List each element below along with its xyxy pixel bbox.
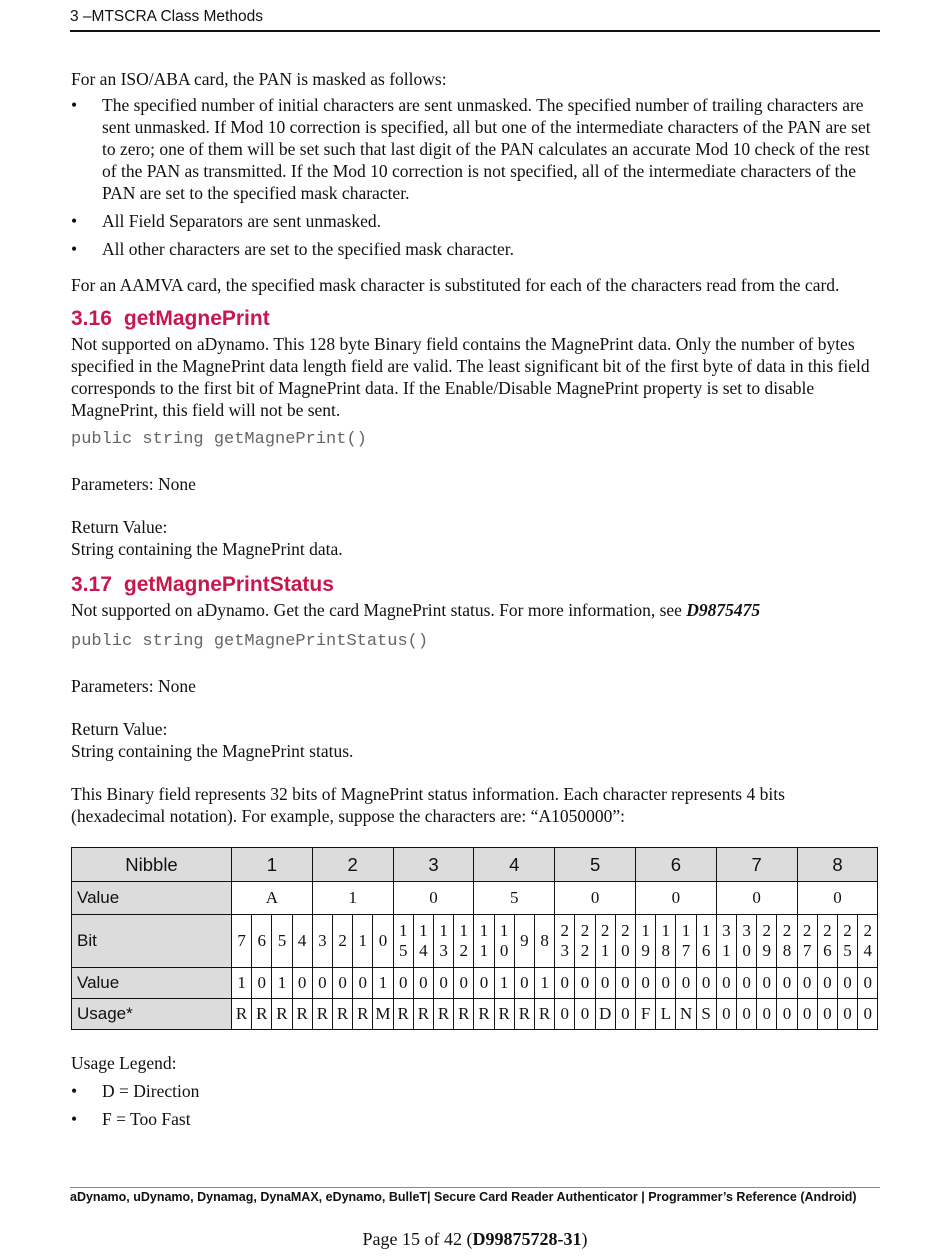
- bit-value: 1: [534, 968, 554, 999]
- header-title: 3 –MTSCRA Class Methods: [70, 8, 263, 25]
- section-3-17-return-label: Return Value:: [71, 719, 168, 739]
- bit-number-digit: 2: [338, 931, 347, 950]
- bit-number-digit: 0: [499, 941, 509, 960]
- bit-number-digit: 2: [762, 921, 771, 940]
- page-number-prefix: Page 15 of 42 (: [362, 1229, 473, 1249]
- bit-usage: R: [454, 999, 474, 1030]
- masking-rule-1: • The specified number of initial characters are sent unmasked. The specified number of trailing characters are sent unmasked. If Mod 10 correction is specified, all but one of the intermediate characters of the PAN are set to zero; one of them will be set such that last digit of the PAN calculates an accurate Mod 10 check of the rest of the PAN as transmitted. If the Mod 10 correction is not specified, all of the intermediate characters of the PAN are set to the specified mask character.: [71, 94, 881, 204]
- section-3-16-parameters: Parameters: None: [71, 474, 196, 494]
- bit-number-cell: [353, 915, 373, 968]
- bit-usage: R: [272, 999, 292, 1030]
- bit-number-digit: 5: [398, 941, 408, 960]
- nibble-value: 0: [635, 882, 716, 915]
- bit-number-digit: 5: [843, 941, 852, 960]
- bit-number-cell: [454, 915, 474, 968]
- bit-number-cell: [232, 915, 252, 968]
- bit-number-digit: 1: [722, 941, 731, 960]
- bit-value: 1: [494, 968, 514, 999]
- bit-number-digit: 7: [681, 941, 691, 960]
- bit-number-digit: 6: [823, 941, 832, 960]
- bit-number-digit: 2: [580, 941, 590, 960]
- section-3-17-description: [71, 599, 881, 621]
- nibble-value: 0: [555, 882, 636, 915]
- document-id: D99875728-31: [472, 1229, 582, 1249]
- section-3-16-return-label: Return Value:: [71, 517, 168, 537]
- bit-value-row: [72, 968, 878, 999]
- bit-value: 0: [575, 968, 595, 999]
- bit-usage: 0: [777, 999, 797, 1030]
- section-3-17-heading: [71, 571, 881, 599]
- bit-label: Bit: [72, 915, 232, 968]
- bit-number-row: [72, 915, 878, 968]
- bit-number-digit: 7: [237, 931, 246, 950]
- section-3-16-title: getMagnePrint: [123, 307, 270, 330]
- bit-number-digit: 8: [782, 941, 792, 960]
- bit-number-digit: 1: [419, 921, 428, 940]
- bit-value: 0: [757, 968, 777, 999]
- bit-usage: M: [373, 999, 393, 1030]
- bit-number-digit: 1: [479, 921, 489, 940]
- nibble-value: 0: [716, 882, 797, 915]
- bit-number-digit: 5: [277, 931, 287, 950]
- bit-usage: 0: [837, 999, 857, 1030]
- bit-number-digit: 0: [378, 931, 388, 950]
- bit-usage: D: [595, 999, 615, 1030]
- nibble-value: 0: [797, 882, 878, 915]
- bit-value: 0: [413, 968, 433, 999]
- bit-number-cell: [635, 915, 655, 968]
- section-3-17-number: 3.17: [71, 573, 112, 596]
- bit-number-cell: [615, 915, 635, 968]
- section-3-16-number: 3.16: [71, 307, 112, 330]
- bit-usage: S: [696, 999, 716, 1030]
- masking-rule-2: • All Field Separators are sent unmasked.: [71, 210, 881, 232]
- footer-divider: [70, 1187, 880, 1188]
- masking-rule-3: • All other characters are set to the specified mask character.: [71, 238, 881, 260]
- bit-usage: R: [332, 999, 352, 1030]
- bit-value: 0: [837, 968, 857, 999]
- bit-number-cell: [837, 915, 857, 968]
- bit-value: 0: [353, 968, 373, 999]
- bit-number-digit: 6: [701, 941, 711, 960]
- bit-usage: 0: [555, 999, 575, 1030]
- bit-value: 0: [656, 968, 676, 999]
- iso-intro-text: For an ISO/ABA card, the PAN is masked as follows:: [71, 69, 447, 89]
- bit-value: 0: [777, 968, 797, 999]
- bit-number-digit: 2: [843, 921, 852, 940]
- bit-number-cell: [696, 915, 716, 968]
- masking-rules-list: [71, 94, 881, 260]
- bit-number-cell: [433, 915, 453, 968]
- bit-number-cell: [514, 915, 534, 968]
- bit-number-digit: 1: [499, 921, 509, 940]
- bit-number-cell: [494, 915, 514, 968]
- bit-number-cell: [656, 915, 676, 968]
- bit-usage: R: [413, 999, 433, 1030]
- usage-legend-item-direction: • D = Direction: [71, 1080, 881, 1102]
- bit-value: 0: [817, 968, 837, 999]
- bit-value: 0: [635, 968, 655, 999]
- bit-number-cell: [332, 915, 352, 968]
- bit-number-digit: 2: [802, 921, 812, 940]
- bit-usage: R: [312, 999, 332, 1030]
- bit-number-cell: [312, 915, 332, 968]
- bit-number-cell: [797, 915, 817, 968]
- bit-number-digit: 0: [742, 941, 751, 960]
- bit-number-digit: 6: [257, 931, 267, 950]
- bit-usage: R: [514, 999, 534, 1030]
- section-3-17-title: getMagnePrintStatus: [123, 573, 334, 596]
- page-header: [70, 6, 880, 32]
- usage-legend-title: Usage Legend:: [71, 1053, 177, 1073]
- usage-legend-item-too-fast: • F = Too Fast: [71, 1108, 881, 1130]
- nibble-number: 2: [312, 848, 393, 882]
- bit-number-digit: 9: [520, 931, 529, 950]
- bit-number-digit: 7: [802, 941, 812, 960]
- bit-number-cell: [716, 915, 736, 968]
- binary-field-text: This Binary field represents 32 bits of MagnePrint status information. Each character represents 4 bits (hexadecimal notation). For example, suppose the characters are: “A1050000”:: [71, 784, 785, 826]
- bit-number-digit: 1: [641, 921, 650, 940]
- bit-usage: R: [292, 999, 312, 1030]
- nibble-value-label: Value: [72, 882, 232, 915]
- bit-usage: R: [353, 999, 373, 1030]
- section-3-17-parameters: Parameters: None: [71, 676, 196, 696]
- nibble-value: 1: [312, 882, 393, 915]
- bit-number-digit: 1: [459, 921, 469, 940]
- bit-value: 1: [232, 968, 252, 999]
- footer-product-label: aDynamo, uDynamo, Dynamag, DynaMAX, eDynamo, BulleT| Secure Card Reader Authenticator | Programmer’s Reference (Android): [70, 1190, 857, 1204]
- bit-number-digit: 1: [600, 941, 610, 960]
- bit-number-digit: 3: [560, 941, 570, 960]
- bit-number-digit: 2: [782, 921, 792, 940]
- usage-legend-list: [71, 1080, 881, 1130]
- bit-value: 1: [272, 968, 292, 999]
- section-3-17-description-text: Not supported on aDynamo. Get the card MagnePrint status. For more information, see: [71, 600, 687, 620]
- bit-value: 0: [858, 968, 878, 999]
- bit-number-cell: [272, 915, 292, 968]
- bit-usage: R: [534, 999, 554, 1030]
- bit-value: 0: [676, 968, 696, 999]
- bit-number-digit: 3: [318, 931, 327, 950]
- bit-number-digit: 2: [560, 921, 570, 940]
- bit-number-digit: 1: [479, 941, 489, 960]
- footer-product-text: [70, 1189, 882, 1205]
- nibble-number: 5: [555, 848, 636, 882]
- nibble-number: 4: [474, 848, 555, 882]
- bit-value: 0: [433, 968, 453, 999]
- nibble-value: A: [232, 882, 313, 915]
- bit-usage: R: [433, 999, 453, 1030]
- bit-number-digit: 1: [439, 921, 448, 940]
- nibble-table: [71, 847, 878, 1030]
- nibble-header-label: Nibble: [72, 848, 232, 882]
- bit-usage: R: [252, 999, 272, 1030]
- bit-value: 0: [454, 968, 474, 999]
- section-3-16-description: Not supported on aDynamo. This 128 byte Binary field contains the MagnePrint data. Only the number of bytes specified in the MagnePrint data length field are valid. The least significant bit of the first byte of data in this field corresponds to the first bit of MagnePrint data. If the Enable/Disable MagnePrint property is set to disable MagnePrint, this field will not be sent.: [71, 334, 870, 420]
- bit-number-cell: [252, 915, 272, 968]
- page-content: [71, 68, 881, 1136]
- bit-number-digit: 8: [661, 941, 671, 960]
- nibble-number: 3: [393, 848, 474, 882]
- bit-number-cell: [534, 915, 554, 968]
- bit-value: 0: [252, 968, 272, 999]
- bit-value: 0: [292, 968, 312, 999]
- bit-number-cell: [858, 915, 878, 968]
- bit-value: 0: [716, 968, 736, 999]
- bit-usage: N: [676, 999, 696, 1030]
- section-3-16-return-text: String containing the MagnePrint data.: [71, 539, 343, 559]
- bit-number-digit: 3: [439, 941, 448, 960]
- usage-label: Usage*: [72, 999, 232, 1030]
- nibble-number: 7: [716, 848, 797, 882]
- bit-number-cell: [736, 915, 756, 968]
- bit-number-cell: [757, 915, 777, 968]
- bit-number-cell: [474, 915, 494, 968]
- get-magneprint-signature: public string getMagnePrint(): [71, 430, 367, 449]
- bit-usage: 0: [757, 999, 777, 1030]
- page-number: [0, 1228, 950, 1250]
- nibble-number: 8: [797, 848, 878, 882]
- bit-value: 0: [332, 968, 352, 999]
- bit-value: 0: [555, 968, 575, 999]
- bit-usage: R: [393, 999, 413, 1030]
- bit-value: 0: [514, 968, 534, 999]
- section-3-17-description-ref: D9875475: [686, 600, 761, 620]
- bit-number-digit: 4: [297, 931, 307, 950]
- bit-number-digit: 2: [863, 921, 872, 940]
- nibble-value: 0: [393, 882, 474, 915]
- bit-value: 0: [393, 968, 413, 999]
- bit-number-cell: [373, 915, 393, 968]
- nibble-header-row: [72, 848, 878, 882]
- bit-number-digit: 8: [540, 931, 549, 950]
- section-3-17-return-text: String containing the MagnePrint status.: [71, 741, 354, 761]
- bit-number-digit: 1: [661, 921, 671, 940]
- bit-number-digit: 1: [398, 921, 408, 940]
- bit-number-digit: 1: [701, 921, 711, 940]
- bit-number-cell: [676, 915, 696, 968]
- bit-value: 0: [595, 968, 615, 999]
- bit-value: 0: [736, 968, 756, 999]
- bit-value: 0: [797, 968, 817, 999]
- bit-value: 1: [373, 968, 393, 999]
- bit-number-cell: [292, 915, 312, 968]
- bit-number-digit: 1: [681, 921, 691, 940]
- bit-value: 0: [474, 968, 494, 999]
- bit-number-cell: [575, 915, 595, 968]
- bit-number-digit: 1: [358, 931, 368, 950]
- bit-number-cell: [555, 915, 575, 968]
- bit-number-cell: [393, 915, 413, 968]
- bit-number-digit: 4: [419, 941, 428, 960]
- bit-number-digit: 9: [762, 941, 771, 960]
- section-3-16-heading: [71, 305, 881, 333]
- bit-value: 0: [615, 968, 635, 999]
- bit-number-cell: [413, 915, 433, 968]
- bit-usage: R: [232, 999, 252, 1030]
- bit-value: 0: [696, 968, 716, 999]
- page-number-suffix: ): [581, 1229, 588, 1249]
- bit-usage: 0: [858, 999, 878, 1030]
- aamva-text: For an AAMVA card, the specified mask character is substituted for each of the characters read from the card.: [71, 275, 840, 295]
- bit-number-cell: [817, 915, 837, 968]
- nibble-value: 5: [474, 882, 555, 915]
- bit-usage: 0: [575, 999, 595, 1030]
- bit-number-digit: 2: [600, 921, 610, 940]
- bit-number-digit: 2: [823, 921, 832, 940]
- bit-usage: L: [656, 999, 676, 1030]
- bit-usage: 0: [716, 999, 736, 1030]
- bit-value: 0: [312, 968, 332, 999]
- nibble-number: 6: [635, 848, 716, 882]
- bit-usage: F: [635, 999, 655, 1030]
- bit-number-digit: 2: [459, 941, 469, 960]
- bit-number-digit: 3: [742, 921, 751, 940]
- bit-number-digit: 4: [863, 941, 872, 960]
- bit-usage: R: [474, 999, 494, 1030]
- bit-value-label: Value: [72, 968, 232, 999]
- get-magneprint-status-signature: public string getMagnePrintStatus(): [71, 632, 429, 651]
- bit-usage: 0: [615, 999, 635, 1030]
- bit-number-digit: 9: [641, 941, 650, 960]
- nibble-number: 1: [232, 848, 313, 882]
- bit-usage: 0: [797, 999, 817, 1030]
- bit-number-digit: 2: [580, 921, 590, 940]
- bit-number-cell: [777, 915, 797, 968]
- bit-usage-row: [72, 999, 878, 1030]
- bit-number-digit: 2: [621, 921, 630, 940]
- bit-usage: R: [494, 999, 514, 1030]
- bit-number-digit: 0: [621, 941, 630, 960]
- bit-usage: 0: [736, 999, 756, 1030]
- bit-number-digit: 3: [722, 921, 731, 940]
- bit-usage: 0: [817, 999, 837, 1030]
- nibble-value-row: [72, 882, 878, 915]
- bit-number-cell: [595, 915, 615, 968]
